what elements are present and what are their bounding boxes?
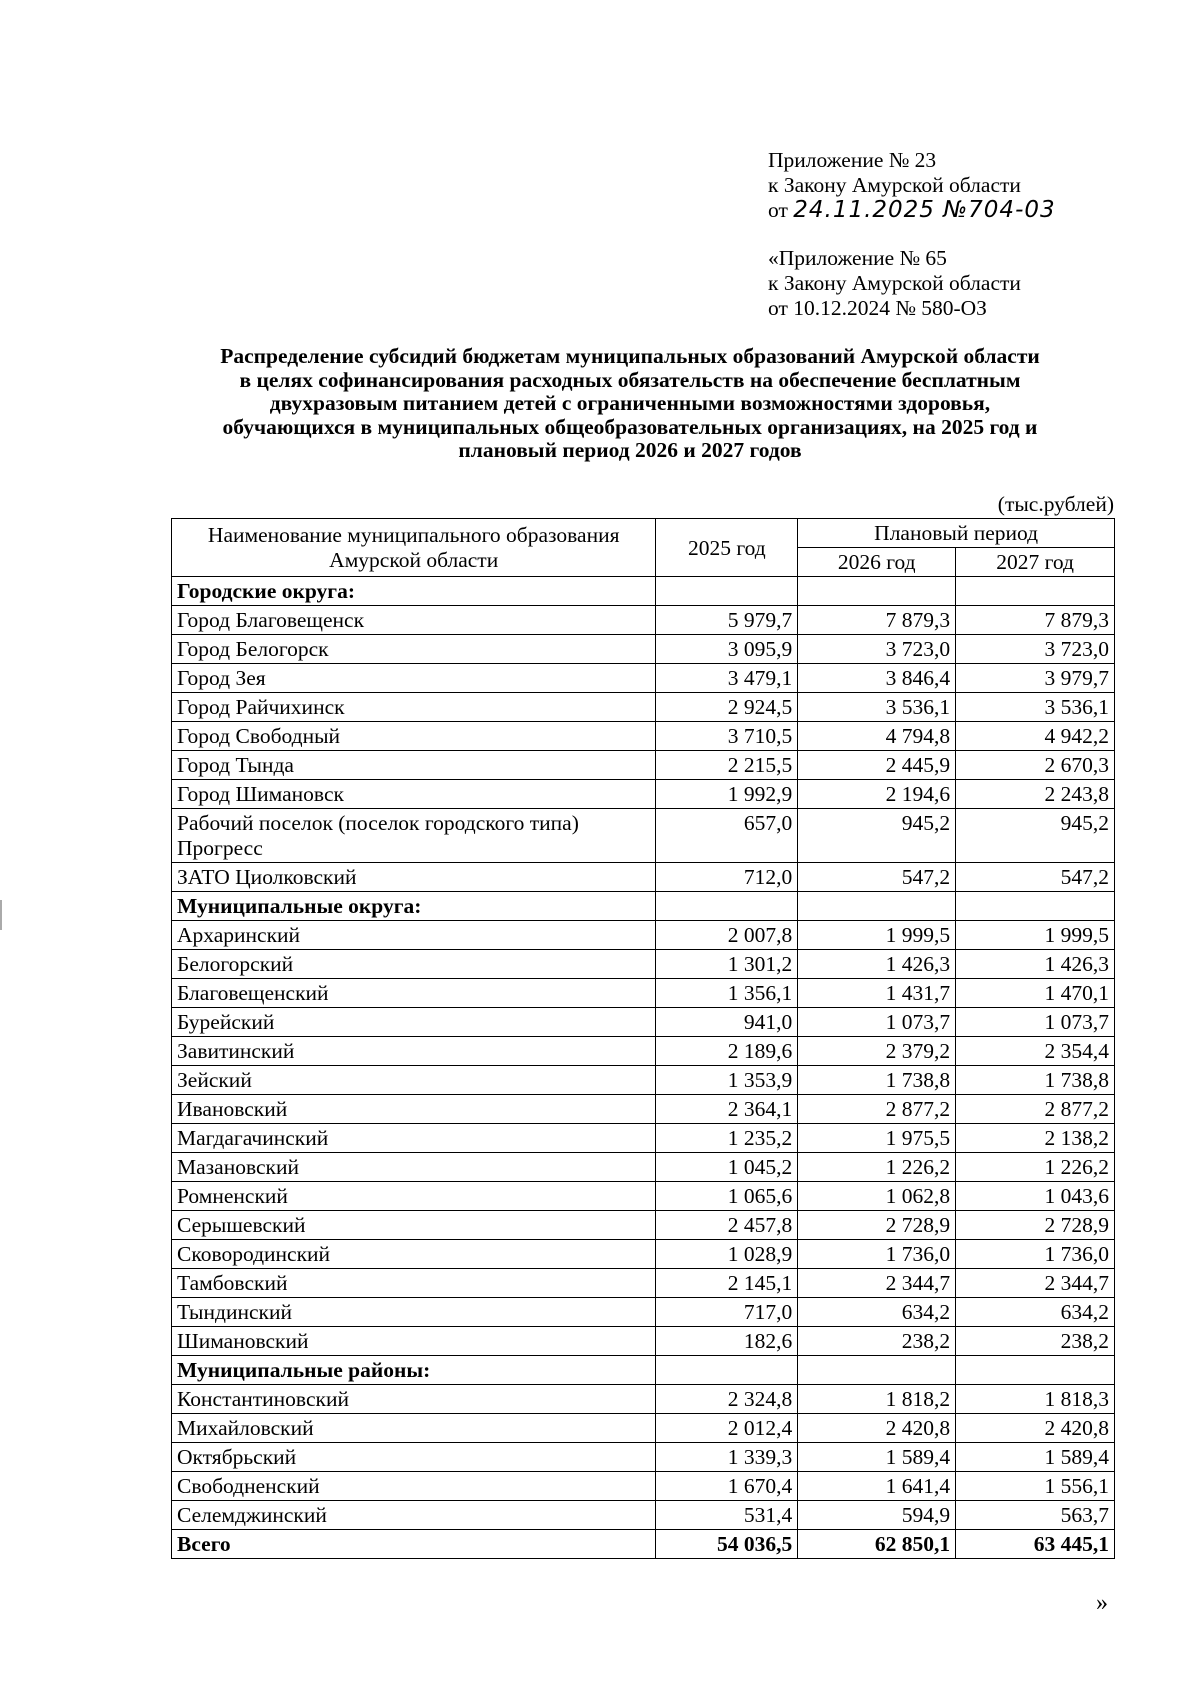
row-name: Город Белогорск — [172, 635, 656, 664]
value-2026: 634,2 — [798, 1298, 956, 1327]
value-2027: 634,2 — [956, 1298, 1115, 1327]
value-2025: 2 924,5 — [656, 693, 798, 722]
row-name: Константиновский — [172, 1385, 656, 1414]
value-2027: 3 723,0 — [956, 635, 1115, 664]
table-row — [172, 693, 1115, 722]
table-row — [172, 1472, 1115, 1501]
value-2027: 2 354,4 — [956, 1037, 1115, 1066]
value-2025: 1 353,9 — [656, 1066, 798, 1095]
table-row — [172, 751, 1115, 780]
value-2027: 4 942,2 — [956, 722, 1115, 751]
row-name: Зейский — [172, 1066, 656, 1095]
table-row — [172, 1443, 1115, 1472]
appendix-date — [768, 198, 1056, 223]
value-2026: 3 536,1 — [798, 693, 956, 722]
value-2025: 2 324,8 — [656, 1385, 798, 1414]
value-2026: 3 723,0 — [798, 635, 956, 664]
value-2026: 945,2 — [798, 809, 956, 863]
value-2026 — [798, 1356, 956, 1385]
original-appendix-number: «Приложение № 65 — [768, 246, 947, 270]
value-2026: 1 975,5 — [798, 1124, 956, 1153]
value-2025: 1 356,1 — [656, 979, 798, 1008]
row-name: Город Свободный — [172, 722, 656, 751]
value-2026: 2 194,6 — [798, 780, 956, 809]
value-2027: 1 738,8 — [956, 1066, 1115, 1095]
value-2027: 3 536,1 — [956, 693, 1115, 722]
value-2025: 1 301,2 — [656, 950, 798, 979]
value-2027: 945,2 — [956, 809, 1115, 863]
row-name: Завитинский — [172, 1037, 656, 1066]
row-name: Тындинский — [172, 1298, 656, 1327]
value-2026: 7 879,3 — [798, 606, 956, 635]
value-2027: 563,7 — [956, 1501, 1115, 1530]
value-2025: 2 364,1 — [656, 1095, 798, 1124]
row-name: Городские округа: — [172, 577, 656, 606]
value-2025: 54 036,5 — [656, 1530, 798, 1559]
value-2025: 2 457,8 — [656, 1211, 798, 1240]
table-row — [172, 1182, 1115, 1211]
table-row — [172, 1269, 1115, 1298]
header-2025: 2025 год — [656, 519, 798, 577]
table-row — [172, 1124, 1115, 1153]
value-2025 — [656, 577, 798, 606]
table-row — [172, 1298, 1115, 1327]
value-2027: 2 877,2 — [956, 1095, 1115, 1124]
appendix-number: Приложение № 23 — [768, 148, 937, 172]
table-row — [172, 1008, 1115, 1037]
table-row — [172, 809, 1115, 863]
header-2026: 2026 год — [798, 548, 956, 577]
table-row — [172, 1501, 1115, 1530]
value-2026: 1 589,4 — [798, 1443, 956, 1472]
section-row — [172, 1356, 1115, 1385]
value-2025: 1 670,4 — [656, 1472, 798, 1501]
value-2027: 2 670,3 — [956, 751, 1115, 780]
value-2026: 238,2 — [798, 1327, 956, 1356]
value-2025 — [656, 892, 798, 921]
row-name: Тамбовский — [172, 1269, 656, 1298]
value-2026: 2 728,9 — [798, 1211, 956, 1240]
value-2026: 2 379,2 — [798, 1037, 956, 1066]
row-name: Город Тында — [172, 751, 656, 780]
value-2026: 547,2 — [798, 863, 956, 892]
value-2025: 712,0 — [656, 863, 798, 892]
value-2026: 1 062,8 — [798, 1182, 956, 1211]
value-2026: 1 641,4 — [798, 1472, 956, 1501]
section-row — [172, 577, 1115, 606]
row-name: Сковородинский — [172, 1240, 656, 1269]
value-2027 — [956, 577, 1115, 606]
table-row — [172, 780, 1115, 809]
value-2026: 3 846,4 — [798, 664, 956, 693]
value-2027: 2 138,2 — [956, 1124, 1115, 1153]
value-2026: 2 445,9 — [798, 751, 956, 780]
value-2027: 2 420,8 — [956, 1414, 1115, 1443]
table-row — [172, 722, 1115, 751]
value-2026: 4 794,8 — [798, 722, 956, 751]
value-2025: 1 992,9 — [656, 780, 798, 809]
value-2026: 594,9 — [798, 1501, 956, 1530]
value-2027: 2 243,8 — [956, 780, 1115, 809]
value-2025: 2 007,8 — [656, 921, 798, 950]
value-2027: 547,2 — [956, 863, 1115, 892]
row-name: Город Зея — [172, 664, 656, 693]
value-2027: 1 736,0 — [956, 1240, 1115, 1269]
table-row — [172, 950, 1115, 979]
original-appendix — [768, 246, 1021, 321]
title-line: в целях софинансирования расходных обязательств на обеспечение бесплатным — [239, 367, 1021, 392]
handwritten-date-number: 24.11.2025 №704-03 — [793, 197, 1056, 223]
row-name: Ивановский — [172, 1095, 656, 1124]
value-2026: 1 073,7 — [798, 1008, 956, 1037]
value-2025: 3 095,9 — [656, 635, 798, 664]
value-2025: 2 215,5 — [656, 751, 798, 780]
units-label: (тыс.рублей) — [997, 492, 1114, 516]
value-2026: 1 426,3 — [798, 950, 956, 979]
row-name: Шимановский — [172, 1327, 656, 1356]
value-2027: 1 556,1 — [956, 1472, 1115, 1501]
table-row — [172, 1066, 1115, 1095]
table-row — [172, 1414, 1115, 1443]
table-row — [172, 1327, 1115, 1356]
header-name: Наименование муниципального образования Амурской области — [172, 519, 656, 577]
value-2027 — [956, 1356, 1115, 1385]
value-2025: 1 065,6 — [656, 1182, 798, 1211]
table-row — [172, 921, 1115, 950]
row-name: Архаринский — [172, 921, 656, 950]
value-2025: 2 145,1 — [656, 1269, 798, 1298]
value-2026: 2 344,7 — [798, 1269, 956, 1298]
scan-margin-mark — [0, 900, 2, 930]
row-name: Серышевский — [172, 1211, 656, 1240]
header-2027: 2027 год — [956, 548, 1115, 577]
value-2025: 2 012,4 — [656, 1414, 798, 1443]
value-2025: 5 979,7 — [656, 606, 798, 635]
original-appendix-law: к Закону Амурской области — [768, 271, 1021, 295]
row-name: Муниципальные округа: — [172, 892, 656, 921]
table-row — [172, 1240, 1115, 1269]
table-row — [172, 606, 1115, 635]
table-row — [172, 1037, 1115, 1066]
row-name: ЗАТО Циолковский — [172, 863, 656, 892]
original-appendix-date: от 10.12.2024 № 580-ОЗ — [768, 296, 987, 320]
value-2027: 7 879,3 — [956, 606, 1115, 635]
table-row — [172, 1153, 1115, 1182]
value-2025: 182,6 — [656, 1327, 798, 1356]
value-2026: 1 226,2 — [798, 1153, 956, 1182]
table-row — [172, 1211, 1115, 1240]
appendix-date-prefix: от — [768, 198, 788, 222]
value-2025: 717,0 — [656, 1298, 798, 1327]
value-2026: 1 818,2 — [798, 1385, 956, 1414]
title-line: двухразовым питанием детей с ограниченными возможностями здоровья, — [269, 391, 991, 415]
value-2027: 238,2 — [956, 1327, 1115, 1356]
table-row — [172, 635, 1115, 664]
table-row — [172, 979, 1115, 1008]
value-2026 — [798, 892, 956, 921]
row-name: Город Райчихинск — [172, 693, 656, 722]
value-2026: 1 738,8 — [798, 1066, 956, 1095]
row-name: Муниципальные районы: — [172, 1356, 656, 1385]
value-2026: 1 431,7 — [798, 979, 956, 1008]
value-2027: 1 589,4 — [956, 1443, 1115, 1472]
value-2027: 1 818,3 — [956, 1385, 1115, 1414]
table-row — [172, 1095, 1115, 1124]
value-2027 — [956, 892, 1115, 921]
row-name: Всего — [172, 1530, 656, 1559]
row-name: Мазановский — [172, 1153, 656, 1182]
value-2026: 1 736,0 — [798, 1240, 956, 1269]
row-name: Селемджинский — [172, 1501, 656, 1530]
value-2025: 3 710,5 — [656, 722, 798, 751]
value-2025: 531,4 — [656, 1501, 798, 1530]
row-name: Свободненский — [172, 1472, 656, 1501]
closing-quote: » — [1096, 1590, 1108, 1616]
table-row — [172, 863, 1115, 892]
value-2026: 2 877,2 — [798, 1095, 956, 1124]
value-2027: 1 999,5 — [956, 921, 1115, 950]
table-row — [172, 1385, 1115, 1414]
value-2027: 2 344,7 — [956, 1269, 1115, 1298]
table-row — [172, 664, 1115, 693]
row-name: Белогорский — [172, 950, 656, 979]
section-row — [172, 892, 1115, 921]
table-body — [172, 577, 1115, 1559]
value-2027: 1 226,2 — [956, 1153, 1115, 1182]
row-name: Михайловский — [172, 1414, 656, 1443]
value-2027: 1 043,6 — [956, 1182, 1115, 1211]
value-2025: 1 235,2 — [656, 1124, 798, 1153]
row-name: Октябрьский — [172, 1443, 656, 1472]
title-line: плановый период 2026 и 2027 годов — [458, 438, 802, 462]
value-2027: 3 979,7 — [956, 664, 1115, 693]
value-2025: 2 189,6 — [656, 1037, 798, 1066]
row-name: Благовещенский — [172, 979, 656, 1008]
subsidy-table — [171, 518, 1115, 1559]
total-row — [172, 1530, 1115, 1559]
value-2025: 1 339,3 — [656, 1443, 798, 1472]
appendix-header — [768, 148, 1056, 223]
header-planned-period: Плановый период — [798, 519, 1115, 548]
appendix-law: к Закону Амурской области — [768, 173, 1021, 197]
row-name: Ромненский — [172, 1182, 656, 1211]
row-name: Город Шимановск — [172, 780, 656, 809]
title-line: Распределение субсидий бюджетам муниципальных образований Амурской области — [220, 344, 1040, 368]
value-2027: 63 445,1 — [956, 1530, 1115, 1559]
value-2027: 1 426,3 — [956, 950, 1115, 979]
title-line: обучающихся в муниципальных общеобразовательных организациях, на 2025 год и — [222, 414, 1038, 439]
value-2025: 941,0 — [656, 1008, 798, 1037]
value-2027: 1 073,7 — [956, 1008, 1115, 1037]
document-title — [150, 345, 1110, 463]
value-2025: 3 479,1 — [656, 664, 798, 693]
value-2027: 2 728,9 — [956, 1211, 1115, 1240]
row-name: Магдагачинский — [172, 1124, 656, 1153]
value-2026: 1 999,5 — [798, 921, 956, 950]
value-2025 — [656, 1356, 798, 1385]
value-2026: 62 850,1 — [798, 1530, 956, 1559]
row-name: Бурейский — [172, 1008, 656, 1037]
value-2026 — [798, 577, 956, 606]
row-name: Город Благовещенск — [172, 606, 656, 635]
row-name: Рабочий поселок (поселок городского типа) Прогресс — [172, 809, 656, 863]
value-2026: 2 420,8 — [798, 1414, 956, 1443]
value-2025: 657,0 — [656, 809, 798, 863]
value-2027: 1 470,1 — [956, 979, 1115, 1008]
value-2025: 1 045,2 — [656, 1153, 798, 1182]
value-2025: 1 028,9 — [656, 1240, 798, 1269]
